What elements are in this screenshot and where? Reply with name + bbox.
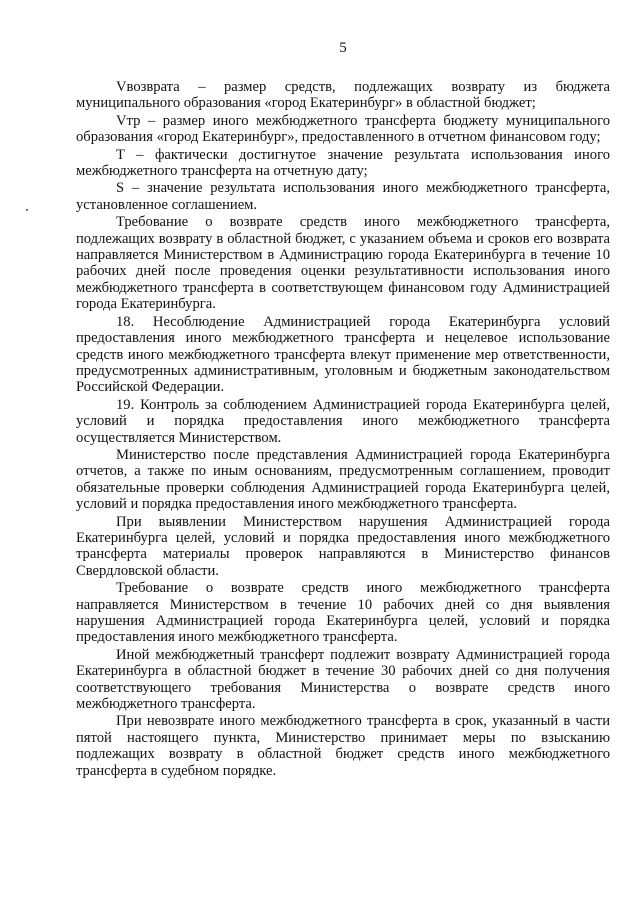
page-number: 5 [339, 40, 347, 56]
paragraph-return-deadline: Иной межбюджетный трансферт подлежит возврату Администрацией города Екатеринбурга в областной бюджет в течение 30 рабочих дней со дня получения соответствующего требования Министерства о возврате средств иного межбюджетного трансферта. [76, 646, 610, 713]
paragraph-item-18: 18. Несоблюдение Администрацией города Екатеринбурга условий предоставления иного межбюджетного трансферта и нецелевое использование средств иного межбюджетного трансферта влекут применение мер ответственности, предусмотренных административным, уголовным и бюджетным законодательством Российской Федерации. [76, 313, 610, 396]
paragraph-vreturn-definition: Vвозврата – размер средств, подлежащих возврату из бюджета муниципального образования «город Екатеринбург» в областной бюджет; [76, 79, 610, 112]
document-body [76, 79, 610, 779]
paragraph-return-requirement: Требование о возврате средств иного межбюджетного трансферта, подлежащих возврату в областной бюджет, с указанием объема и сроков его возврата направляется Министерством в Администрацию города Екатеринбурга в течение 10 рабочих дней после проведения оценки результативности использования иного межбюджетного трансферта в соответствующем финансовом году Администрацией города Екатеринбурга. [76, 214, 610, 313]
paragraph-court-recovery: При невозврате иного межбюджетного трансферта в срок, указанный в части пятой настоящего пункта, Министерство принимает меры по взысканию подлежащих возврату в областной бюджет средств иного межбюджетного трансферта в судебном порядке. [76, 713, 610, 779]
paragraph-vtr-definition: Vтр – размер иного межбюджетного трансферта бюджету муниципального образования «город Екатеринбург», предоставленного в отчетном финансовом году; [76, 112, 610, 146]
paragraph-item-19: 19. Контроль за соблюдением Администрацией города Екатеринбурга целей, условий и порядка предоставления иного межбюджетного трансферта осуществляется Министерством. [76, 396, 610, 446]
paragraph-violation-detection: При выявлении Министерством нарушения Администрацией города Екатеринбурга целей, условий и порядка предоставления иного межбюджетного трансферта материалы проверок направляются в Министерство финансов Свердловской области. [76, 513, 610, 579]
paragraph-ministry-checks: Министерство после представления Администрацией города Екатеринбурга отчетов, а также по иным основаниям, предусмотренным соглашением, проводит обязательные проверки соблюдения Администрацией города Екатеринбурга целей, условий и порядка предоставления иного межбюджетного трансферта. [76, 446, 610, 513]
paragraph-s-definition: S – значение результата использования иного межбюджетного трансферта, установленное соглашением. [76, 180, 610, 213]
scan-speck [26, 209, 28, 211]
paragraph-return-demand: Требование о возврате средств иного межбюджетного трансферта направляется Министерством в течение 10 рабочих дней со дня выявления нарушения Администрацией города Екатеринбурга целей, условий и порядка предоставления иного межбюджетного трансферта. [76, 580, 610, 646]
paragraph-t-definition: T – фактически достигнутое значение результата использования иного межбюджетного трансферта на отчетную дату; [76, 146, 610, 180]
